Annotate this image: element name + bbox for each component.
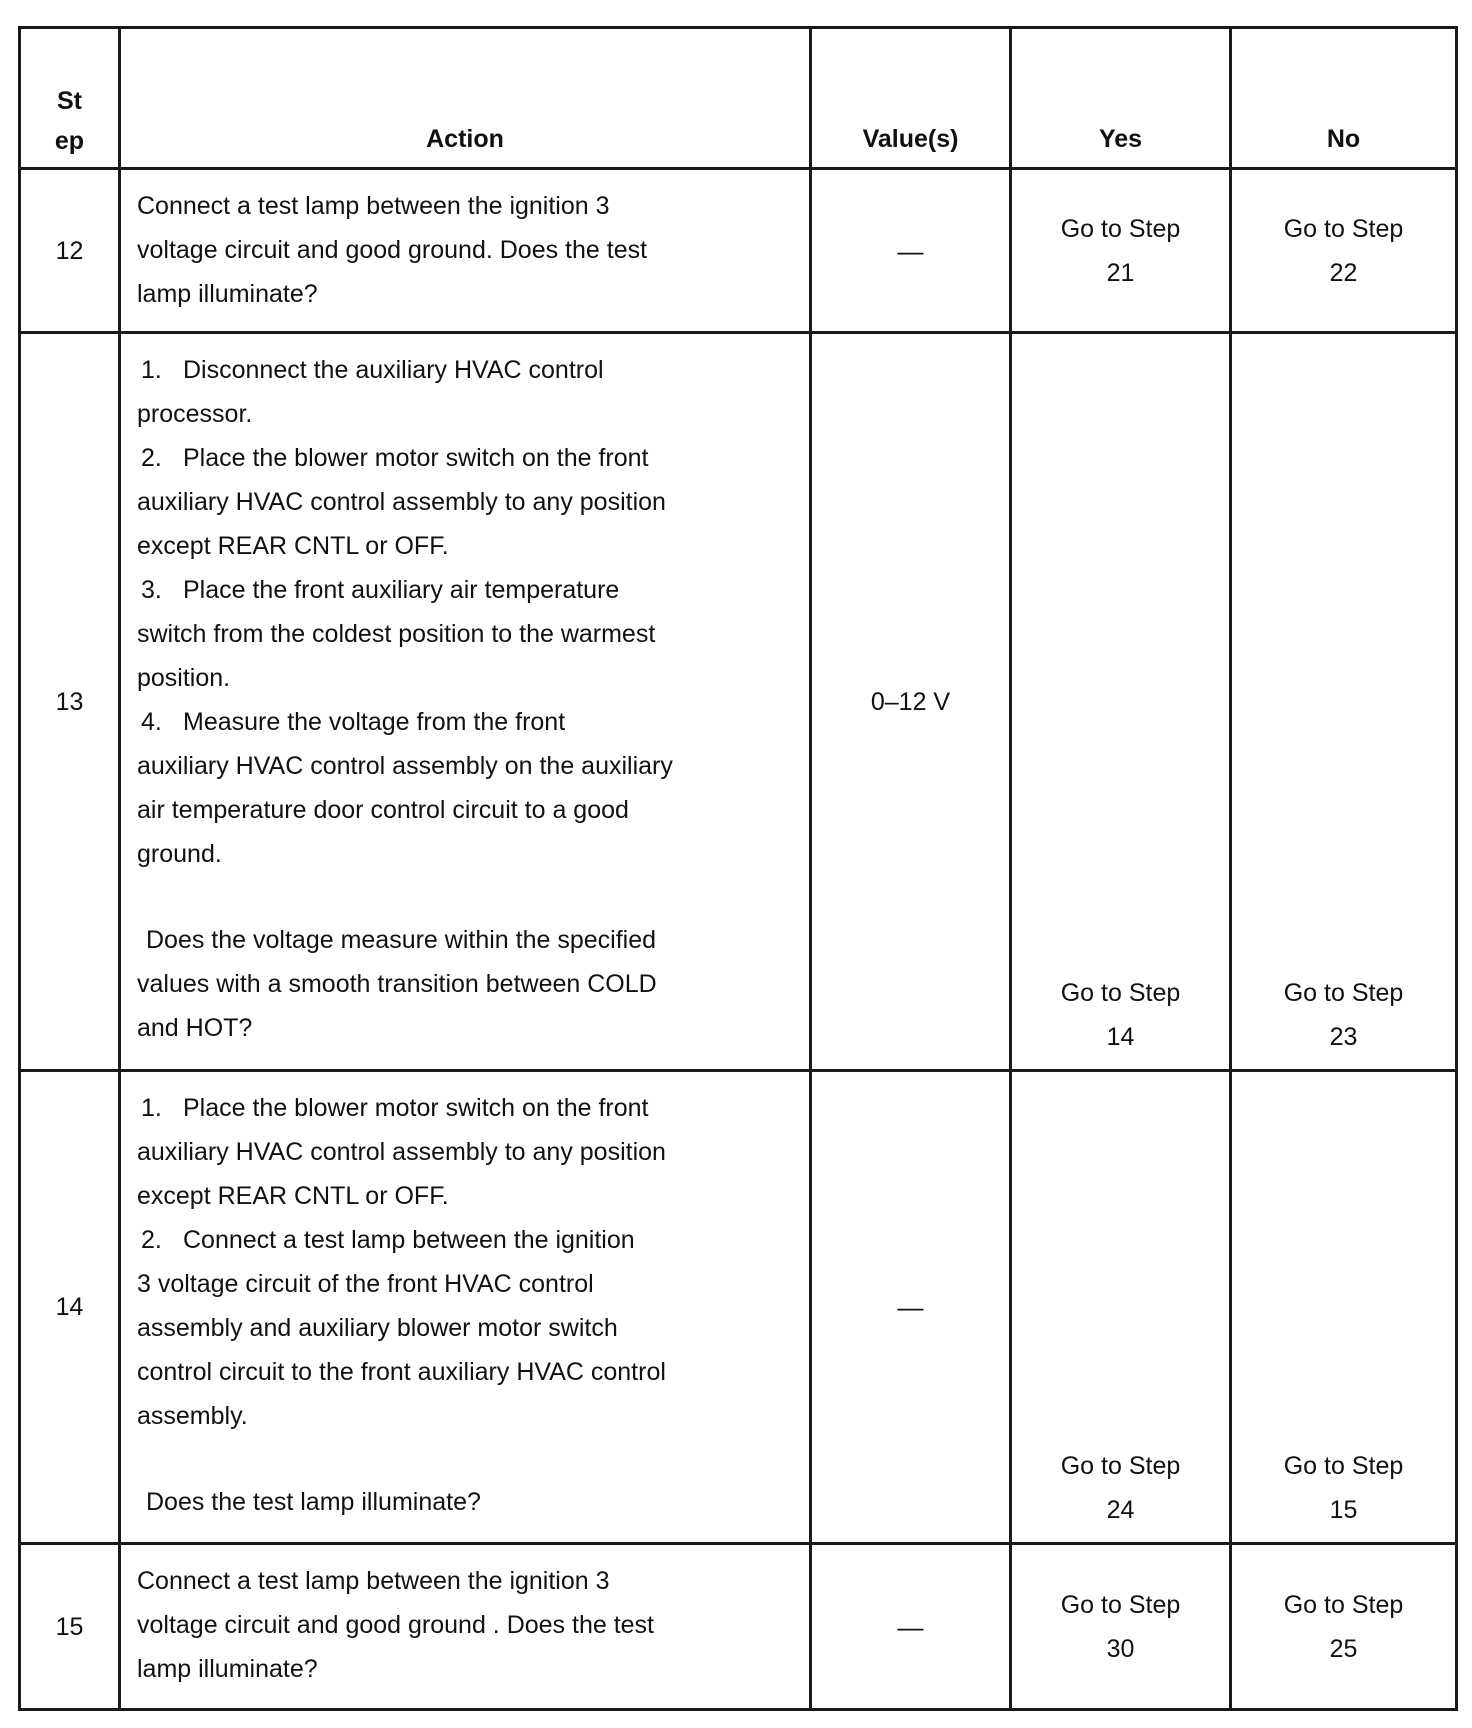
item-text: Connect a test lamp between the ignition bbox=[183, 1226, 635, 1254]
item-number: 4. bbox=[141, 708, 162, 736]
action-cell bbox=[120, 169, 811, 333]
yes-cell bbox=[1011, 1071, 1231, 1544]
table-row-step-14 bbox=[20, 1071, 1457, 1544]
no-label: Go to Step bbox=[1283, 214, 1404, 243]
action-line: auxiliary HVAC control assembly on the auxiliary bbox=[137, 752, 673, 780]
action-line: except REAR CNTL or OFF. bbox=[137, 532, 449, 560]
action-question bbox=[137, 1480, 797, 1524]
question-line: Does the voltage measure within the specified bbox=[146, 926, 657, 954]
action-line: 3 voltage circuit of the front HVAC control bbox=[137, 1270, 594, 1298]
yes-cell bbox=[1011, 333, 1231, 1071]
action-item bbox=[137, 348, 797, 392]
yes-step: 14 bbox=[1106, 1023, 1135, 1051]
yes-label: Go to Step bbox=[1060, 1452, 1181, 1480]
action-line: control circuit to the front auxiliary HVAC control bbox=[137, 1358, 666, 1386]
item-number: 1. bbox=[141, 356, 162, 384]
no-label: Go to Step bbox=[1283, 979, 1404, 1007]
step-number: 14 bbox=[20, 1071, 120, 1544]
item-text: Place the front auxiliary air temperature bbox=[183, 576, 620, 604]
no-cell bbox=[1231, 1071, 1457, 1544]
action-line: lamp illuminate? bbox=[137, 280, 318, 308]
action-line: ground. bbox=[137, 840, 222, 868]
item-number: 2. bbox=[141, 1226, 162, 1254]
no-step: 25 bbox=[1329, 1634, 1358, 1663]
header-values: Value(s) bbox=[811, 28, 1011, 169]
question-line: Does the test lamp illuminate? bbox=[146, 1488, 481, 1516]
action-item bbox=[137, 700, 797, 744]
diagnostic-table bbox=[18, 26, 1458, 1711]
action-line: assembly. bbox=[137, 1402, 248, 1430]
action-item bbox=[137, 1218, 797, 1262]
action-line: lamp illuminate? bbox=[137, 1655, 318, 1683]
action-line: processor. bbox=[137, 400, 253, 428]
yes-step: 21 bbox=[1106, 258, 1135, 287]
action-line: except REAR CNTL or OFF. bbox=[137, 1182, 449, 1210]
table-row-step-12 bbox=[20, 169, 1457, 333]
yes-cell bbox=[1011, 169, 1231, 333]
action-cell bbox=[120, 333, 811, 1071]
step-number: 12 bbox=[20, 169, 120, 333]
action-cell bbox=[120, 1544, 811, 1710]
no-step: 23 bbox=[1329, 1023, 1358, 1051]
no-label: Go to Step bbox=[1283, 1590, 1404, 1619]
no-cell bbox=[1231, 169, 1457, 333]
value-cell: — bbox=[811, 1071, 1011, 1544]
action-line: switch from the coldest position to the warmest bbox=[137, 620, 656, 648]
header-no: No bbox=[1231, 28, 1457, 169]
action-cell bbox=[120, 1071, 811, 1544]
action-line: air temperature door control circuit to a good bbox=[137, 796, 629, 824]
step-number: 15 bbox=[20, 1544, 120, 1710]
item-number: 3. bbox=[141, 576, 162, 604]
action-item bbox=[137, 1086, 797, 1130]
question-line: values with a smooth transition between COLD bbox=[137, 970, 657, 998]
action-line: assembly and auxiliary blower motor switch bbox=[137, 1314, 618, 1342]
header-action: Action bbox=[120, 28, 811, 169]
item-text: Disconnect the auxiliary HVAC control bbox=[183, 356, 604, 384]
action-line: voltage circuit and good ground. Does the test bbox=[137, 236, 648, 264]
action-question bbox=[137, 918, 797, 962]
header-step-line2: ep bbox=[54, 127, 85, 155]
item-text: Measure the voltage from the front bbox=[183, 708, 566, 736]
action-line: Connect a test lamp between the ignition 3 bbox=[137, 192, 610, 220]
yes-cell bbox=[1011, 1544, 1231, 1710]
header-step-line1: St bbox=[57, 87, 82, 115]
table-row-step-13 bbox=[20, 333, 1457, 1071]
step-number: 13 bbox=[20, 333, 120, 1071]
no-step: 22 bbox=[1329, 258, 1358, 287]
no-step: 15 bbox=[1329, 1496, 1358, 1524]
item-text: Place the blower motor switch on the front bbox=[183, 1094, 649, 1122]
header-yes: Yes bbox=[1011, 28, 1231, 169]
no-cell bbox=[1231, 1544, 1457, 1710]
action-item bbox=[137, 568, 797, 612]
value-cell: 0–12 V bbox=[811, 333, 1011, 1071]
yes-label: Go to Step bbox=[1060, 979, 1181, 1007]
yes-step: 24 bbox=[1106, 1496, 1135, 1524]
question-line: and HOT? bbox=[137, 1014, 253, 1042]
yes-label: Go to Step bbox=[1060, 214, 1181, 243]
table-header-row bbox=[20, 28, 1457, 169]
item-number: 1. bbox=[141, 1094, 162, 1122]
action-line: Connect a test lamp between the ignition 3 bbox=[137, 1567, 610, 1595]
value-cell: — bbox=[811, 1544, 1011, 1710]
table-row-step-15 bbox=[20, 1544, 1457, 1710]
value-cell: — bbox=[811, 169, 1011, 333]
item-number: 2. bbox=[141, 444, 162, 472]
yes-label: Go to Step bbox=[1060, 1590, 1181, 1619]
action-line: voltage circuit and good ground . Does the test bbox=[137, 1611, 654, 1639]
action-line: auxiliary HVAC control assembly to any position bbox=[137, 1138, 666, 1166]
yes-step: 30 bbox=[1106, 1634, 1135, 1663]
no-label: Go to Step bbox=[1283, 1452, 1404, 1480]
action-item bbox=[137, 436, 797, 480]
item-text: Place the blower motor switch on the front bbox=[183, 444, 649, 472]
action-line: auxiliary HVAC control assembly to any position bbox=[137, 488, 666, 516]
action-line: position. bbox=[137, 664, 231, 692]
header-step bbox=[20, 28, 120, 169]
no-cell bbox=[1231, 333, 1457, 1071]
